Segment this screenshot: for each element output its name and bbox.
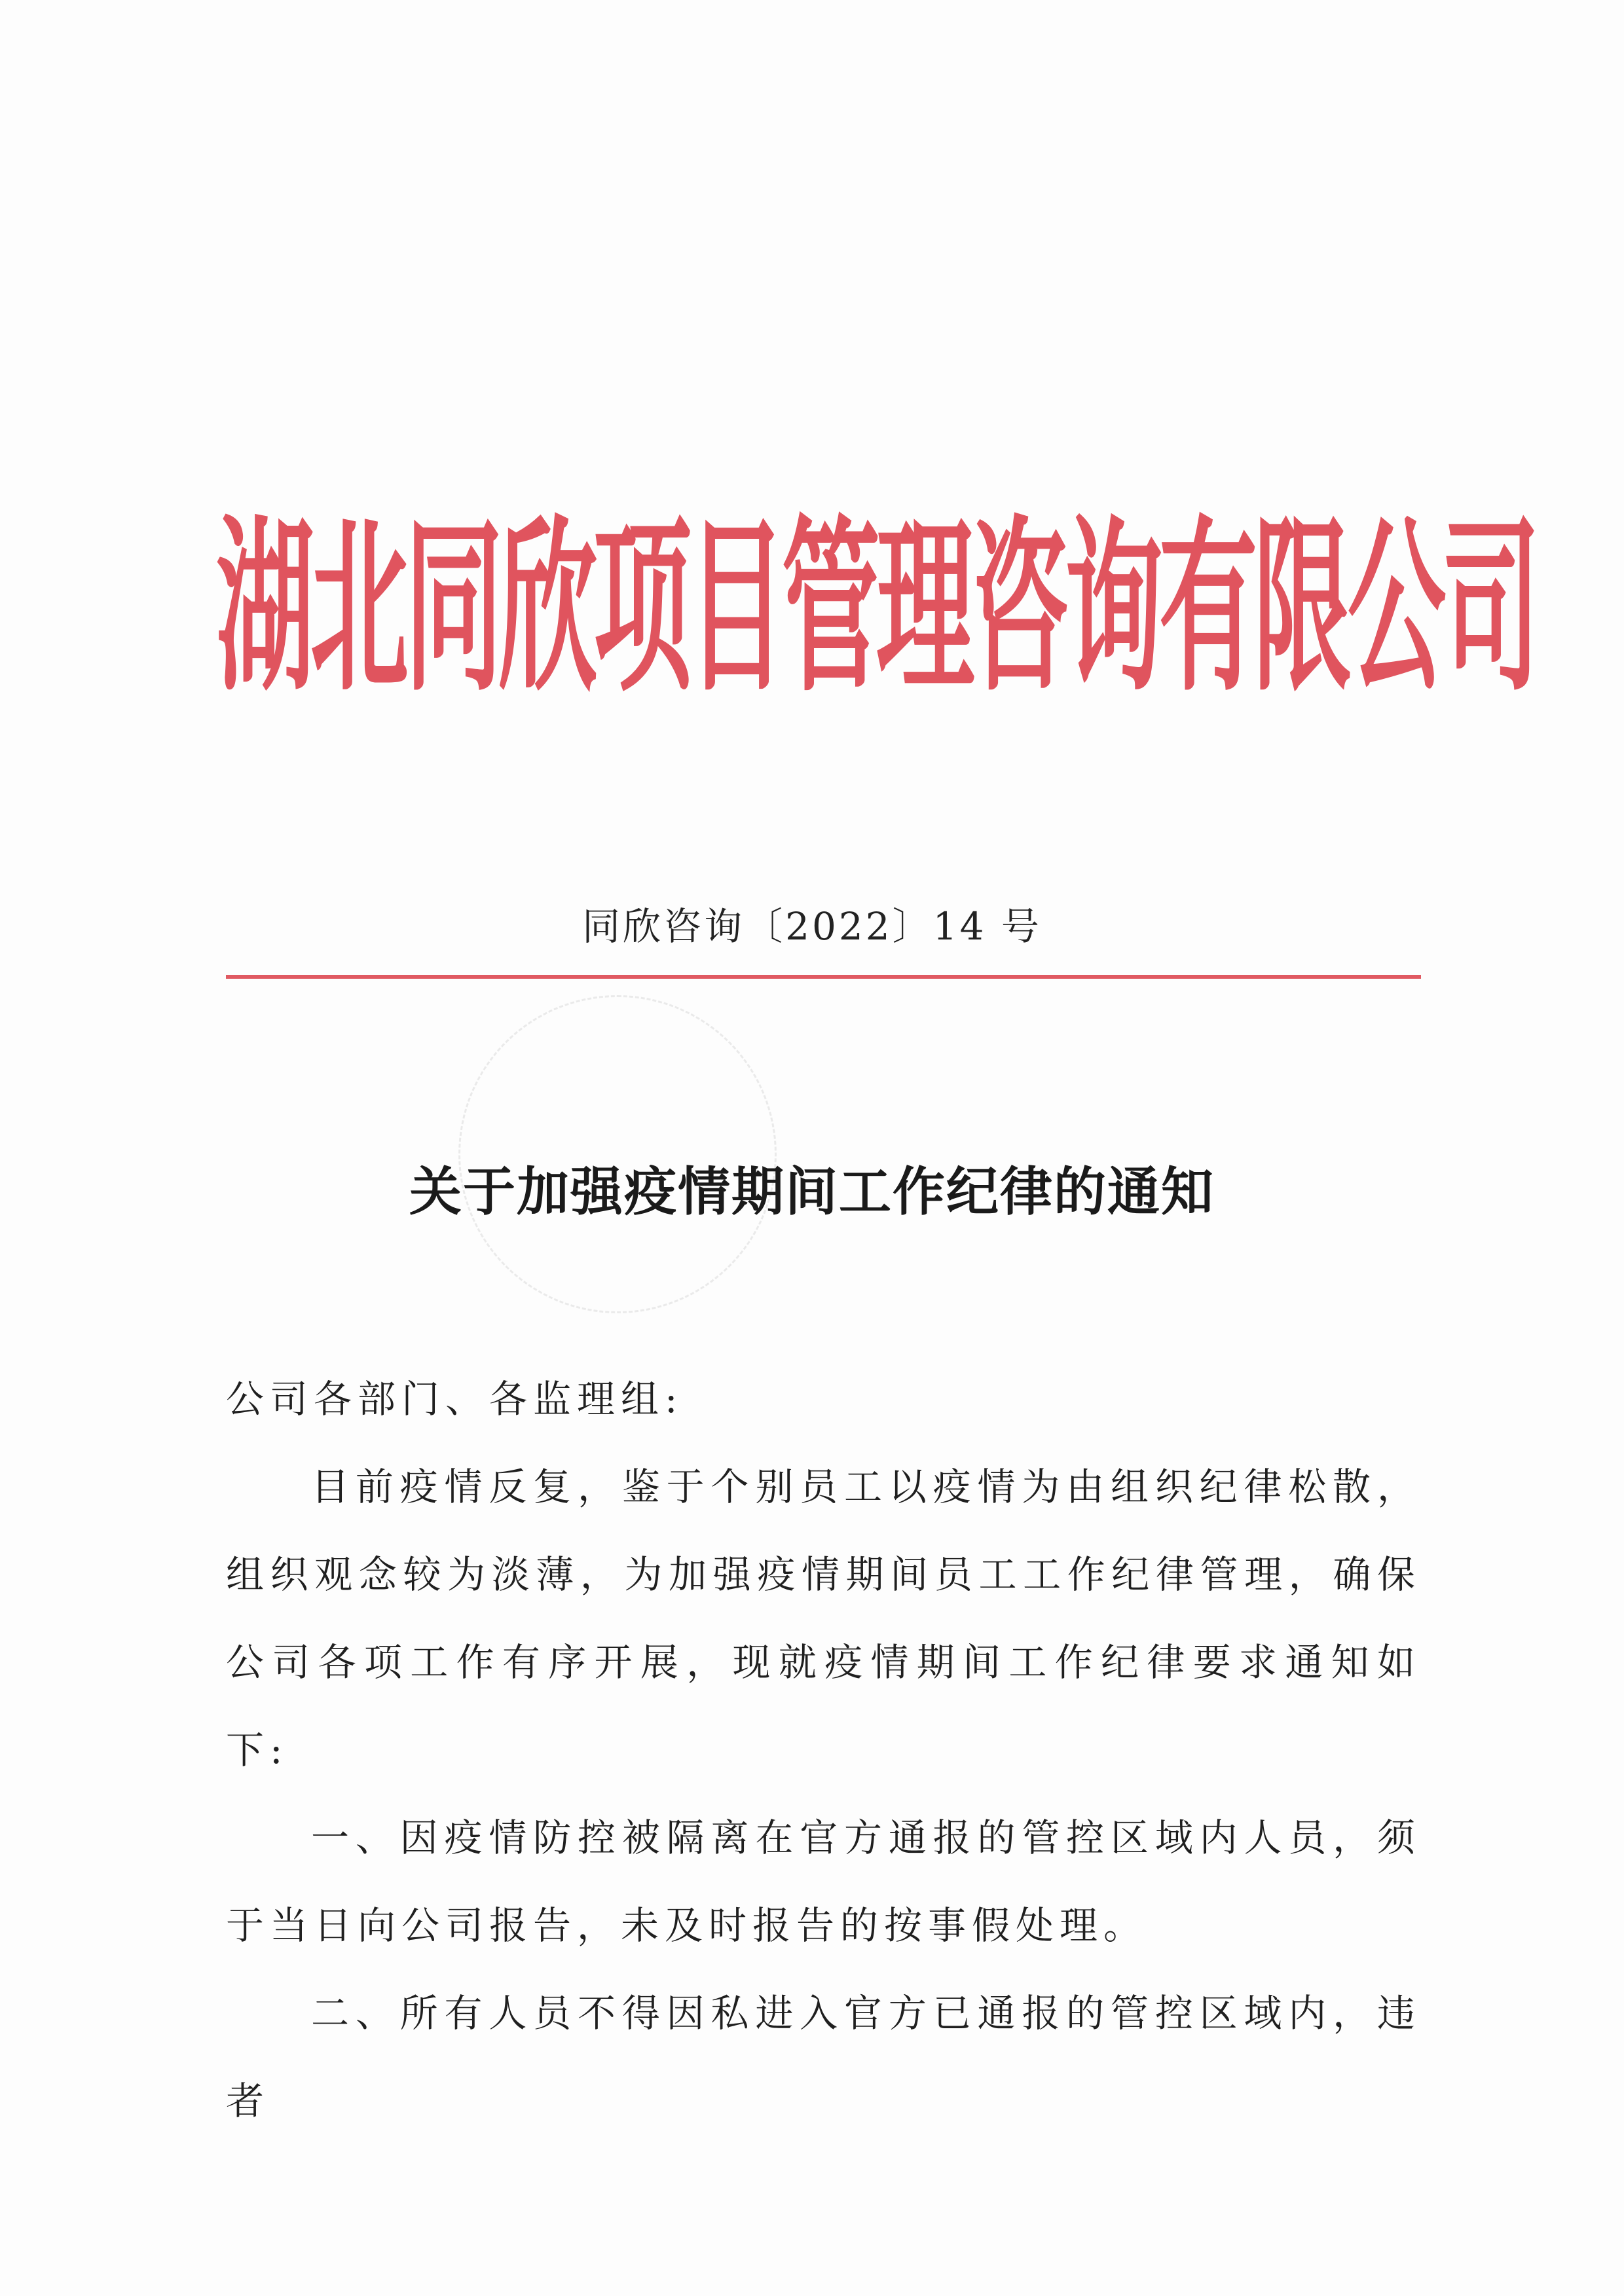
body-paragraph: 目前疫情反复，鉴于个别员工以疫情为由组织纪律松散，组织观念较为淡薄，为加强疫情期间员工工作纪律管理，确保公司各项工作有序开展，现就疫情期间工作纪律要求通知如下: [226,1465,1421,1772]
document-number: 同欣咨询〔2022〕14 号 [582,904,1042,949]
document-body [226,1355,1421,2145]
body-paragraph: 二、所有人员不得因私进入官方已通报的管控区域内，违者 [226,1991,1421,2123]
organization-letterhead: 湖北同欣项目管理咨询有限公司 [216,500,1537,718]
document-title: 关于加强疫情期间工作纪律的通知 [409,1161,1215,1222]
letterhead-divider [226,975,1421,979]
body-paragraph: 一、因疫情防控被隔离在官方通报的管控区域内人员，须于当日向公司报告，未及时报告的按事假处理。 [226,1815,1421,1948]
salutation: 公司各部门、各监理组: [226,1377,684,1421]
